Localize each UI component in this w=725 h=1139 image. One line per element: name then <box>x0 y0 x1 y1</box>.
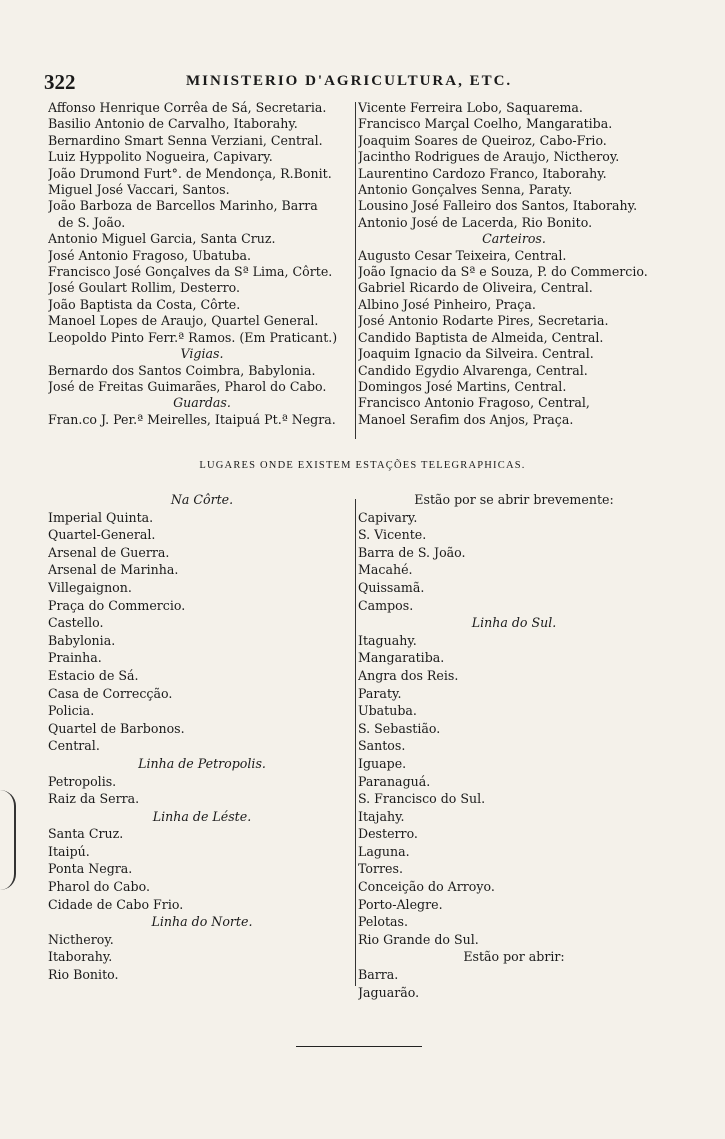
station-item: Prainha. <box>48 650 102 666</box>
station-item: Barra. <box>358 967 399 983</box>
station-item: Imperial Quinta. <box>48 509 154 525</box>
station-item: S. Vicente. <box>358 527 427 543</box>
station-item: Castello. <box>48 615 104 631</box>
station-item: Pharol do Cabo. <box>48 879 150 895</box>
personnel-entry: João Ignacio da Sª e Souza, P. do Commercio. <box>358 264 648 280</box>
station-item: Ubatuba. <box>358 703 417 719</box>
subheading-vigias: Vigias. <box>180 346 224 362</box>
subheading-guardas: Guardas. <box>173 395 231 411</box>
station-item: Itaborahy. <box>48 949 113 965</box>
personnel-entry: Antonio José de Lacerda, Rio Bonito. <box>358 214 593 230</box>
station-item: Villegaignon. <box>48 579 132 595</box>
station-item: Campos. <box>358 597 414 613</box>
personnel-entry: José de Freitas Guimarães, Pharol do Cabo. <box>48 378 327 394</box>
closing-rule <box>296 1046 422 1047</box>
line-heading-norte: Linha do Norte. <box>151 914 253 930</box>
personnel-entry: João Baptista da Costa, Côrte. <box>48 296 241 312</box>
page-binding-mark <box>0 790 16 890</box>
personnel-entry: José Antonio Fragoso, Ubatuba. <box>48 247 252 263</box>
running-title: MINISTERIO D'AGRICULTURA, ETC. <box>186 73 513 89</box>
personnel-entry: Gabriel Ricardo de Oliveira, Central. <box>358 280 593 296</box>
personnel-entry: Antonio Gonçalves Senna, Paraty. <box>358 182 573 198</box>
station-item: Praça do Commercio. <box>48 597 186 613</box>
station-item: Torres. <box>358 861 403 877</box>
station-item: Santos. <box>358 738 406 754</box>
personnel-entry: Francisco Marçal Coelho, Mangaratiba. <box>358 116 613 132</box>
station-item: Conceição do Arroyo. <box>358 879 495 895</box>
personnel-entry-continuation: de S. João. <box>58 214 126 230</box>
personnel-entry: Bernardino Smart Senna Verziani, Central. <box>48 132 323 148</box>
heading-opening-soon: Estão por se abrir brevemente: <box>414 492 614 507</box>
personnel-entry: Augusto Cesar Teixeira, Central. <box>358 247 567 263</box>
column-divider <box>355 499 356 986</box>
station-item: Paraty. <box>358 685 402 701</box>
station-item: Nictheroy. <box>48 931 114 947</box>
station-item: Arsenal de Guerra. <box>48 544 170 560</box>
personnel-entry: Antonio Miguel Garcia, Santa Cruz. <box>48 231 276 247</box>
personnel-entry: Candido Egydio Alvarenga, Central. <box>358 362 588 378</box>
personnel-entry: Manoel Serafim dos Anjos, Praça. <box>358 411 574 427</box>
personnel-entry: Manoel Lopes de Araujo, Quartel General. <box>48 313 319 329</box>
station-item: Jaguarão. <box>358 984 420 1000</box>
personnel-entry: Miguel José Vaccari, Santos. <box>48 182 230 198</box>
station-item: Rio Bonito. <box>48 967 119 983</box>
personnel-entry: Affonso Henrique Corrêa de Sá, Secretaria. <box>48 100 327 115</box>
station-item: Desterro. <box>358 826 418 842</box>
personnel-entry: Joaquim Ignacio da Silveira. Central. <box>358 346 594 362</box>
line-heading-petropolis: Linha de Petropolis. <box>138 755 266 771</box>
station-item: Macahé. <box>358 562 413 578</box>
personnel-entry: Domingos José Martins, Central. <box>358 378 567 394</box>
station-item: Itaipú. <box>48 843 90 859</box>
station-item: Cidade de Cabo Frio. <box>48 896 184 912</box>
personnel-entry: João Drumond Furt°. de Mendonça, R.Bonit. <box>48 165 332 181</box>
personnel-entry: Candido Baptista de Almeida, Central. <box>358 329 604 345</box>
stations-left-column <box>48 491 356 984</box>
personnel-entry: Joaquim Soares de Queiroz, Cabo-Frio. <box>358 132 607 148</box>
station-item: Pelotas. <box>358 914 409 930</box>
personnel-entry: José Goulart Rollim, Desterro. <box>48 280 240 296</box>
station-item: S. Sebastião. <box>358 720 441 736</box>
station-item: Quartel de Barbonos. <box>48 720 185 736</box>
column-divider <box>355 102 356 439</box>
personnel-entry: Basilio Antonio de Carvalho, Itaborahy. <box>48 116 298 132</box>
station-item: Petropolis. <box>48 773 117 789</box>
station-item: Capivary. <box>358 509 418 525</box>
station-item: Arsenal de Marinha. <box>48 562 179 578</box>
station-item: Raiz da Serra. <box>48 791 140 807</box>
station-item: Itajahy. <box>358 808 405 824</box>
station-item: Babylonia. <box>48 632 116 648</box>
personnel-entry: Francisco Antonio Fragoso, Central, <box>358 395 590 411</box>
station-item: Paranaguá. <box>358 773 431 789</box>
personnel-entry: Laurentino Cardozo Franco, Itaborahy. <box>358 165 607 181</box>
station-item: Laguna. <box>358 843 410 859</box>
personnel-entry: Luiz Hyppolito Nogueira, Capivary. <box>48 149 273 165</box>
stations-right-column <box>358 491 670 1001</box>
personnel-entry: Lousino José Falleiro dos Santos, Itaborahy. <box>358 198 638 214</box>
station-item: Angra dos Reis. <box>358 667 459 683</box>
station-item: Quissamã. <box>358 579 425 595</box>
personnel-entry: Francisco José Gonçalves da Sª Lima, Côrte. <box>48 264 333 280</box>
station-item: Porto-Alegre. <box>358 896 443 912</box>
station-item: Casa de Correcção. <box>48 685 173 701</box>
personnel-right-column <box>358 100 670 428</box>
stations-section-title: LUGARES ONDE EXISTEM ESTAÇÕES TELEGRAPHICAS. <box>199 460 526 471</box>
station-item: Santa Cruz. <box>48 826 124 842</box>
line-heading-sul: Linha do Sul. <box>471 615 557 631</box>
line-heading-leste: Linha de Léste. <box>152 808 252 824</box>
line-heading-na-corte: Na Côrte. <box>170 492 234 507</box>
personnel-entry: José Antonio Rodarte Pires, Secretaria. <box>358 313 609 329</box>
personnel-entry: Albino José Pinheiro, Praça. <box>358 296 536 312</box>
station-item: Barra de S. João. <box>358 544 466 560</box>
personnel-entry: Vicente Ferreira Lobo, Saquarema. <box>358 100 583 115</box>
page-number: 322 <box>44 70 76 94</box>
personnel-entry: João Barboza de Barcellos Marinho, Barra <box>48 198 318 214</box>
subheading-carteiros: Carteiros. <box>482 231 546 247</box>
station-item: Itaguahy. <box>358 632 417 648</box>
personnel-left-column <box>48 100 356 428</box>
personnel-entry: Fran.co J. Per.ª Meirelles, Itaipuá Pt.ª Negra. <box>48 411 336 427</box>
station-item: Iguape. <box>358 755 407 771</box>
station-item: Estacio de Sá. <box>48 667 139 683</box>
heading-to-open: Estão por abrir: <box>463 949 565 965</box>
station-item: Mangaratiba. <box>358 650 445 666</box>
station-item: Ponta Negra. <box>48 861 133 877</box>
station-item: Policia. <box>48 703 95 719</box>
personnel-entry: Jacintho Rodrigues de Araujo, Nictheroy. <box>358 149 620 165</box>
station-item: Rio Grande do Sul. <box>358 931 479 947</box>
station-item: S. Francisco do Sul. <box>358 791 486 807</box>
personnel-entry: Leopoldo Pinto Ferr.ª Ramos. (Em Praticant.) <box>48 329 338 345</box>
station-item: Central. <box>48 738 100 754</box>
personnel-entry: Bernardo dos Santos Coimbra, Babylonia. <box>48 362 316 378</box>
station-item: Quartel-General. <box>48 527 156 543</box>
